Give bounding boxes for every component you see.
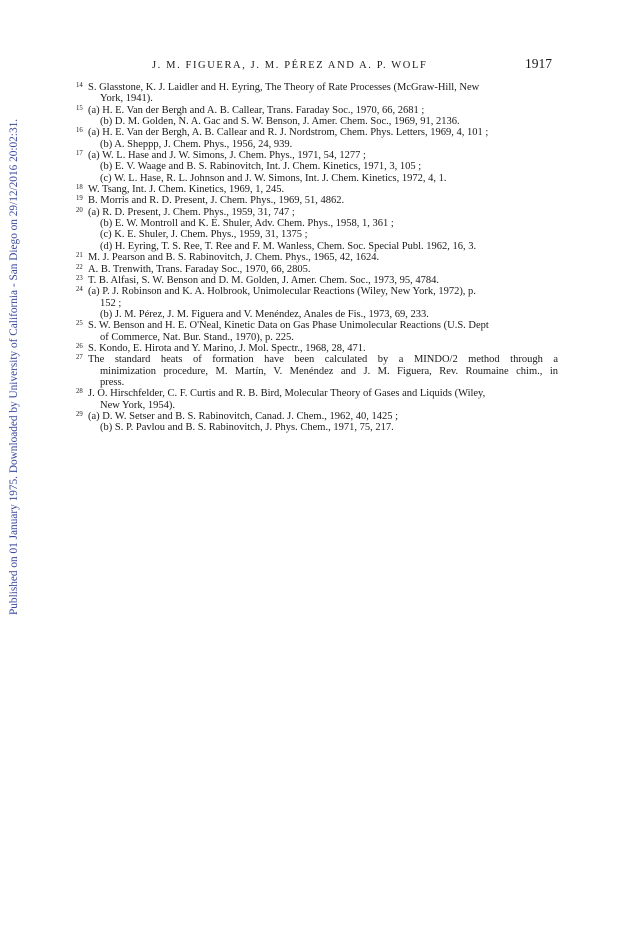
reference-line: 152 ; (100, 297, 122, 309)
reference-line: J. O. Hirschfelder, C. F. Curtis and R. B. Bird, Molecular Theory of Gases and Liquids (Wiley, (88, 388, 486, 400)
reference-line: M. J. Pearson and B. S. Rabinovitch, J. Chem. Phys., 1965, 42, 1624. (88, 252, 380, 264)
reference-line: A. B. Trenwith, Trans. Faraday Soc., 1970, 66, 2805. (88, 263, 311, 275)
reference-item (76, 127, 558, 150)
reference-line: (d) H. Eyring, T. S. Ree, T. Ree and F. M. Wanless, Chem. Soc. Special Publ. 1962, 16, 3. (100, 240, 477, 252)
reference-line: press. (100, 376, 125, 388)
reference-item (76, 343, 558, 354)
reference-item (76, 320, 558, 343)
reference-number: 24 (76, 286, 83, 294)
page-number: 1917 (525, 56, 552, 71)
reference-number: 16 (76, 127, 83, 135)
reference-number: 18 (76, 184, 83, 192)
reference-number: 26 (76, 342, 83, 350)
reference-line: The standard heats of formation have been calculated by a MINDO/2 method through a (88, 354, 558, 366)
running-head: J. M. FIGUERA, J. M. PÉREZ AND A. P. WOLF (152, 60, 428, 71)
reference-line: (b) E. W. Montroll and K. E. Shuler, Adv. Chem. Phys., 1958, 1, 361 ; (100, 218, 394, 230)
reference-item (76, 82, 558, 105)
reference-line: (c) K. E. Shuler, J. Chem. Phys., 1959, 31, 1375 ; (100, 229, 308, 241)
reference-line: (a) W. L. Hase and J. W. Simons, J. Chem. Phys., 1971, 54, 1277 ; (88, 150, 366, 162)
reference-item (76, 411, 558, 434)
reference-number: 15 (76, 104, 83, 112)
reference-line: (a) R. D. Present, J. Chem. Phys., 1959, 31, 747 ; (88, 206, 295, 218)
reference-number: 17 (76, 150, 83, 158)
reference-line: (b) A. Sheppp, J. Chem. Phys., 1956, 24, 939. (100, 138, 293, 150)
download-watermark-text[interactable]: Published on 01 January 1975. Downloaded by University of California - San Diego on 29/12/2016 20:02:31. (8, 118, 20, 615)
reference-line: (b) E. V. Waage and B. S. Rabinovitch, Int. J. Chem. Kinetics, 1971, 3, 105 ; (100, 161, 422, 173)
reference-item (76, 150, 558, 184)
reference-item (76, 105, 558, 128)
reference-number: 23 (76, 274, 83, 282)
reference-line: S. Kondo, E. Hirota and Y. Marino, J. Mol. Spectr., 1968, 28, 471. (88, 342, 366, 354)
reference-number: 27 (76, 354, 83, 362)
reference-line: of Commerce, Nat. Bur. Stand., 1970), p. 225. (100, 331, 294, 343)
reference-line: (c) W. L. Hase, R. L. Johnson and J. W. Simons, Int. J. Chem. Kinetics, 1972, 4, 1. (100, 172, 447, 184)
reference-line: T. B. Alfasi, S. W. Benson and D. M. Golden, J. Amer. Chem. Soc., 1973, 95, 4784. (88, 274, 439, 286)
download-watermark (0, 93, 22, 615)
reference-line: (b) J. M. Pérez, J. M. Figuera and V. Menéndez, Anales de Fis., 1973, 69, 233. (100, 308, 429, 320)
reference-item (76, 252, 558, 263)
reference-list (76, 82, 558, 434)
reference-line: (a) D. W. Setser and B. S. Rabinovitch, Canad. J. Chem., 1962, 40, 1425 ; (88, 410, 399, 422)
reference-item (76, 388, 558, 411)
reference-number: 28 (76, 388, 83, 396)
reference-item (76, 275, 558, 286)
reference-item (76, 264, 558, 275)
reference-line: minimization procedure, M. Martín, V. Menéndez and J. M. Figuera, Rev. Roumaine chim., in (100, 365, 558, 377)
reference-line: York, 1941). (100, 93, 153, 105)
reference-number: 19 (76, 195, 83, 203)
reference-number: 22 (76, 263, 83, 271)
reference-item (76, 286, 558, 320)
reference-line: (a) H. E. Van der Bergh, A. B. Callear and R. J. Nordstrom, Chem. Phys. Letters, 1969, 4, 101 ; (88, 127, 489, 139)
reference-line: (b) S. P. Pavlou and B. S. Rabinovitch, J. Phys. Chem., 1971, 75, 217. (100, 422, 394, 434)
reference-line: S. W. Benson and H. E. O'Neal, Kinetic Data on Gas Phase Unimolecular Reactions (U.S. Dept (88, 320, 489, 332)
reference-item (76, 184, 558, 195)
reference-item (76, 195, 558, 206)
reference-line: S. Glasstone, K. J. Laidler and H. Eyring, The Theory of Rate Processes (McGraw-Hill, New (88, 82, 480, 93)
reference-number: 21 (76, 252, 83, 260)
reference-line: (a) P. J. Robinson and K. A. Holbrook, Unimolecular Reactions (Wiley, New York, 1972), p. (88, 286, 476, 298)
reference-line: New York, 1954). (100, 399, 175, 411)
reference-number: 25 (76, 320, 83, 328)
reference-line: (a) H. E. Van der Bergh and A. B. Callear, Trans. Faraday Soc., 1970, 66, 2681 ; (88, 104, 425, 116)
reference-number: 20 (76, 206, 83, 214)
reference-line: W. Tsang, Int. J. Chem. Kinetics, 1969, 1, 245. (88, 184, 285, 196)
reference-item (76, 354, 558, 388)
reference-number: 29 (76, 410, 83, 418)
reference-line: B. Morris and R. D. Present, J. Chem. Phys., 1969, 51, 4862. (88, 195, 345, 207)
reference-item (76, 207, 558, 252)
reference-number: 14 (76, 82, 83, 89)
reference-line: (b) D. M. Golden, N. A. Gac and S. W. Benson, J. Amer. Chem. Soc., 1969, 91, 2136. (100, 116, 460, 128)
